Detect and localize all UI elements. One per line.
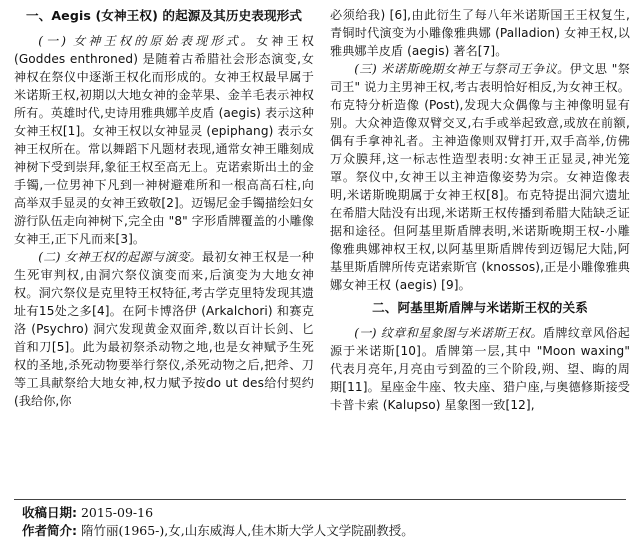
paragraph-continued: 必须给我) [6],由此衍生了每八年米诺斯国王王权复生,青铜时代演变为小雕像雅典娜 (Palladion) 女神王权,以雅典娜羊皮盾 (aegis) 著名[7]。 xyxy=(330,8,630,58)
left-column xyxy=(14,6,314,410)
received-label: 收稿日期: xyxy=(22,505,77,520)
section-heading-1: 一、Aegis (女神王权) 的起源及其历史表现形式 xyxy=(25,8,303,23)
subheading-4: (一) 纹章和星象图与米诺斯王权。 xyxy=(354,326,543,340)
subheading-1: (一) 女神王权的原始表现形式。 xyxy=(38,34,257,48)
paragraph-text: 女神王权 (Goddes enthroned) 是随着古希腊社会形态演变,女神权在祭仪中逐渐王权化而形成的。女神王权最早属于米诺斯王权,初期以大地女神的金苹果、金羊毛表示神权所有。英雄时代,史诗用雅典娜羊皮盾 (aegis) 表示这种女神王权[1]。女神王权以女神显灵 (epiphang) 表示女神王权所在。常以舞蹈下凡题材表现,通常女神王雕刻成神树下受到崇拜,象征王权至高无上。克诺索斯出土的金手镯,一位男神下凡到一神树避难所和一根高高石柱,向高举双手显灵的女神王致敬[2]。迈锡尼金手镯描绘妇女游行队伍走向神树下,完全由 "8" 字形盾牌覆盖的小雕像女神王,正下凡而来[3]。 xyxy=(14,34,314,246)
author-value: 隋竹丽(1965-),女,山东威海人,佳木斯大学人文学院副教授。 xyxy=(80,523,414,538)
received-value: 2015-09-16 xyxy=(80,505,154,520)
subheading-2: (二) 女神王权的起源与演变。 xyxy=(38,250,203,264)
paragraph-text: 最初女神王权是一种生死审判权,由洞穴祭仪演变而来,后演变为大地女神权。洞穴祭仪是克里特王权特征,考古学克里特发现其遗址有15处之多[4]。在阿卡博洛伊 (Arkalchori) 和赛克洛 (Psychro) 洞穴发现黄金双面斧,数以百计长剑、匕首和刀[5]。此为最初祭杀动物之地,也是女神赋予生死权的圣地,杀死动物要举行祭仪,杀死动物之后,把斧、刀等工具献祭给大地女神,权力赋予按do ut des给付契约 (我给你,你 xyxy=(14,250,314,408)
footnote-divider xyxy=(14,499,626,500)
paragraph-text: 盾牌纹章风俗起源于米诺斯[10]。盾牌第一层,其中 "Moon waxing" 代表月亮年,月亮由亏到盈的三个阶段,朔、望、晦的周期[11]。星座金牛座、牧夫座、猎户座,与奥德修斯接受卡普卡索 (Kalupso) 星象图一致[12], xyxy=(330,326,631,412)
paragraph-text: 伊文思 "祭司王" 说力主男神王权,考古表明恰好相反,为女神王权。布克特分析造像 (Post),发现大众偶像与主神像明显有别。大众神造像双臂交叉,右手或举起致意,或放在前额,偶有手拿神礼者。主神造像则双臂打开,双手高举,仿佛万众膜拜,这一标志性造型表明:女神王正显灵,神光笼罩。祭仪中,女神王以主神造像姿势为宗。女神造像表明,米诺斯晚期属于女神王权[8]。布克特提出洞穴遗址在希腊大陆没有出现,米诺斯王权传播到希腊大陆缺乏证据和途径。但阿基里斯盾牌表明,米诺斯晚期王权-小雕像雅典娜神权王权,以阿基里斯盾牌传到迈锡尼大陆,阿基里斯盾牌所传克诺索斯官 (knossos),正是小雕像雅典娜女神王权 (aegis) [9]。 xyxy=(330,62,630,292)
paragraph-origin-forms xyxy=(14,32,314,248)
section-heading-2: 二、阿基里斯盾牌与米诺斯王权的关系 xyxy=(372,300,588,315)
right-column xyxy=(330,6,630,414)
received-date xyxy=(22,504,153,522)
paragraph-heraldry xyxy=(330,324,630,414)
subheading-3: (三) 米诺斯晚期女神王与祭司王争议。 xyxy=(354,62,570,76)
paragraph-minoan-debate xyxy=(330,60,630,294)
author-info xyxy=(22,522,414,540)
paragraph-origin-evolution xyxy=(14,248,314,410)
author-label: 作者简介: xyxy=(22,523,77,538)
